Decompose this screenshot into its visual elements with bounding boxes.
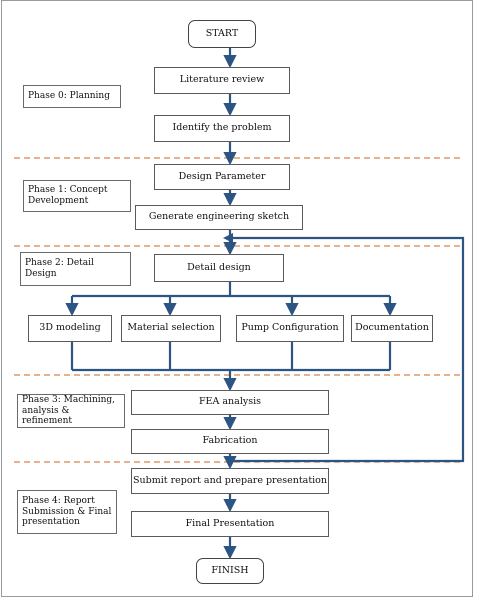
step-3d-modeling: 3D modeling xyxy=(28,315,112,342)
step-design-parameter: Design Parameter xyxy=(154,164,290,190)
step-literature-review: Literature review xyxy=(154,67,290,94)
step-engineering-sketch: Generate engineering sketch xyxy=(135,205,303,230)
start-terminal: START xyxy=(188,20,256,48)
step-material-selection: Material selection xyxy=(121,315,221,342)
step-identify-problem: Identify the problem xyxy=(154,115,290,142)
phase-2-label: Phase 2: Detail Design xyxy=(20,252,131,286)
phase-1-label: Phase 1: Concept Development xyxy=(23,180,131,212)
phase-0-label: Phase 0: Planning xyxy=(23,85,121,108)
step-fabrication: Fabrication xyxy=(131,429,329,454)
step-final-presentation: Final Presentation xyxy=(131,511,329,537)
step-fea-analysis: FEA analysis xyxy=(131,390,329,415)
step-documentation: Documentation xyxy=(351,315,433,342)
step-pump-configuration: Pump Configuration xyxy=(236,315,344,342)
step-detail-design: Detail design xyxy=(154,254,284,282)
phase-4-label: Phase 4: Report Submission & Final presentation xyxy=(17,490,117,534)
step-submit-report: Submit report and prepare presentation xyxy=(131,468,329,494)
finish-terminal: FINISH xyxy=(196,558,264,584)
feedback-loop-arrowhead xyxy=(223,233,233,243)
phase-3-label: Phase 3: Machining, analysis & refinement xyxy=(17,394,125,428)
